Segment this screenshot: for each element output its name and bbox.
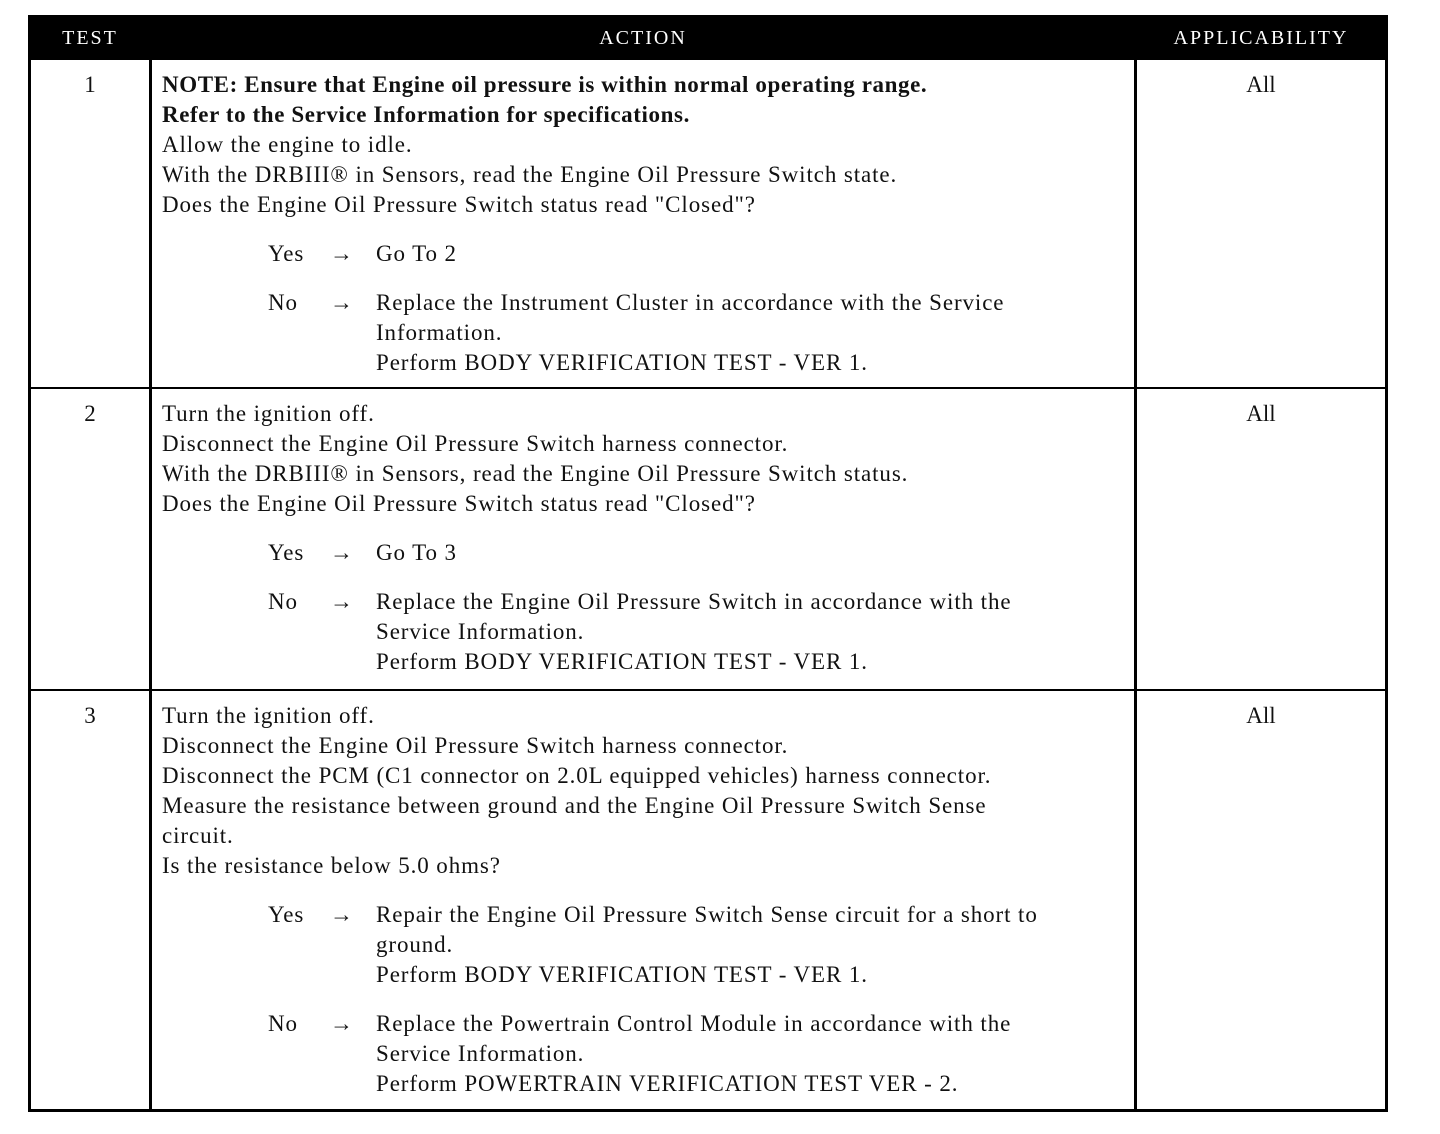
outcome-yes — [162, 239, 1128, 269]
result-line: Repair the Engine Oil Pressure Switch Sense circuit for a short to — [376, 902, 1038, 927]
instruction-line: Disconnect the Engine Oil Pressure Switch harness connector. — [162, 431, 789, 456]
outcome-label: No — [268, 290, 298, 315]
outcome-label: Yes — [268, 241, 305, 266]
instruction-line: Disconnect the PCM (C1 connector on 2.0L equipped vehicles) harness connector. — [162, 763, 992, 788]
outcome-no — [162, 587, 1128, 677]
outcome-yes — [162, 900, 1128, 990]
instruction-line: Disconnect the Engine Oil Pressure Switch harness connector. — [162, 733, 789, 758]
result-line: Service Information. — [376, 1041, 585, 1066]
instruction-line: Measure the resistance between ground and the Engine Oil Pressure Switch Sense — [162, 793, 987, 818]
instruction-line: Turn the ignition off. — [162, 401, 375, 426]
header-test: TEST — [62, 26, 118, 49]
result-line: Go To 2 — [376, 241, 457, 266]
test-number: 3 — [84, 703, 96, 728]
result-line: Go To 3 — [376, 540, 457, 565]
instruction-line: Turn the ignition off. — [162, 703, 375, 728]
outcome-result — [376, 538, 1128, 568]
instruction-line: With the DRBIII® in Sensors, read the Engine Oil Pressure Switch status. — [162, 461, 909, 486]
instruction-line: circuit. — [162, 823, 234, 848]
test-number: 2 — [84, 401, 96, 426]
arrow-icon: → — [330, 1011, 354, 1036]
diagnostic-test-table — [28, 15, 1388, 1112]
result-line: Perform BODY VERIFICATION TEST - VER 1. — [376, 962, 868, 987]
arrow-icon: → — [330, 540, 354, 565]
instruction-line: With the DRBIII® in Sensors, read the Engine Oil Pressure Switch state. — [162, 162, 898, 187]
outcome-result — [376, 1009, 1128, 1099]
result-line: Information. — [376, 320, 503, 345]
note-line: NOTE: Ensure that Engine oil pressure is within normal operating range. — [162, 72, 928, 97]
instruction-line: Is the resistance below 5.0 ohms? — [162, 853, 501, 878]
instruction-line: Does the Engine Oil Pressure Switch status read "Closed"? — [162, 192, 756, 217]
header-applicability: APPLICABILITY — [1173, 26, 1349, 49]
action-cell — [149, 389, 1137, 689]
outcome-result — [376, 239, 1128, 269]
outcome-label: Yes — [268, 540, 305, 565]
arrow-icon: → — [330, 241, 354, 266]
table-row — [31, 387, 1385, 689]
result-line: ground. — [376, 932, 454, 957]
outcome-no — [162, 1009, 1128, 1099]
outcome-label: Yes — [268, 902, 305, 927]
test-number: 1 — [84, 72, 96, 97]
table-body — [31, 58, 1385, 1109]
outcome-result — [376, 288, 1128, 378]
instruction-line: Allow the engine to idle. — [162, 132, 413, 157]
result-line: Service Information. — [376, 619, 585, 644]
table-row — [31, 58, 1385, 387]
result-line: Replace the Engine Oil Pressure Switch in accordance with the — [376, 589, 1012, 614]
table-row — [31, 689, 1385, 1109]
header-action: ACTION — [599, 26, 687, 49]
result-line: Perform BODY VERIFICATION TEST - VER 1. — [376, 649, 868, 674]
outcome-result — [376, 900, 1128, 990]
arrow-icon: → — [330, 290, 354, 315]
outcome-label: No — [268, 1011, 298, 1036]
result-line: Perform BODY VERIFICATION TEST - VER 1. — [376, 350, 868, 375]
result-line: Replace the Powertrain Control Module in accordance with the — [376, 1011, 1012, 1036]
outcome-yes — [162, 538, 1128, 568]
action-cell — [149, 60, 1137, 387]
outcome-no — [162, 288, 1128, 378]
result-line: Replace the Instrument Cluster in accordance with the Service — [376, 290, 1005, 315]
instruction-line: Does the Engine Oil Pressure Switch status read "Closed"? — [162, 491, 756, 516]
result-line: Perform POWERTRAIN VERIFICATION TEST VER - 2. — [376, 1071, 959, 1096]
action-cell — [149, 691, 1137, 1109]
arrow-icon: → — [330, 589, 354, 614]
note-line: Refer to the Service Information for specifications. — [162, 102, 690, 127]
applicability: All — [1246, 703, 1276, 728]
applicability: All — [1246, 401, 1276, 426]
table-header — [31, 18, 1385, 58]
outcome-label: No — [268, 589, 298, 614]
arrow-icon: → — [330, 902, 354, 927]
applicability: All — [1246, 72, 1276, 97]
outcome-result — [376, 587, 1128, 677]
